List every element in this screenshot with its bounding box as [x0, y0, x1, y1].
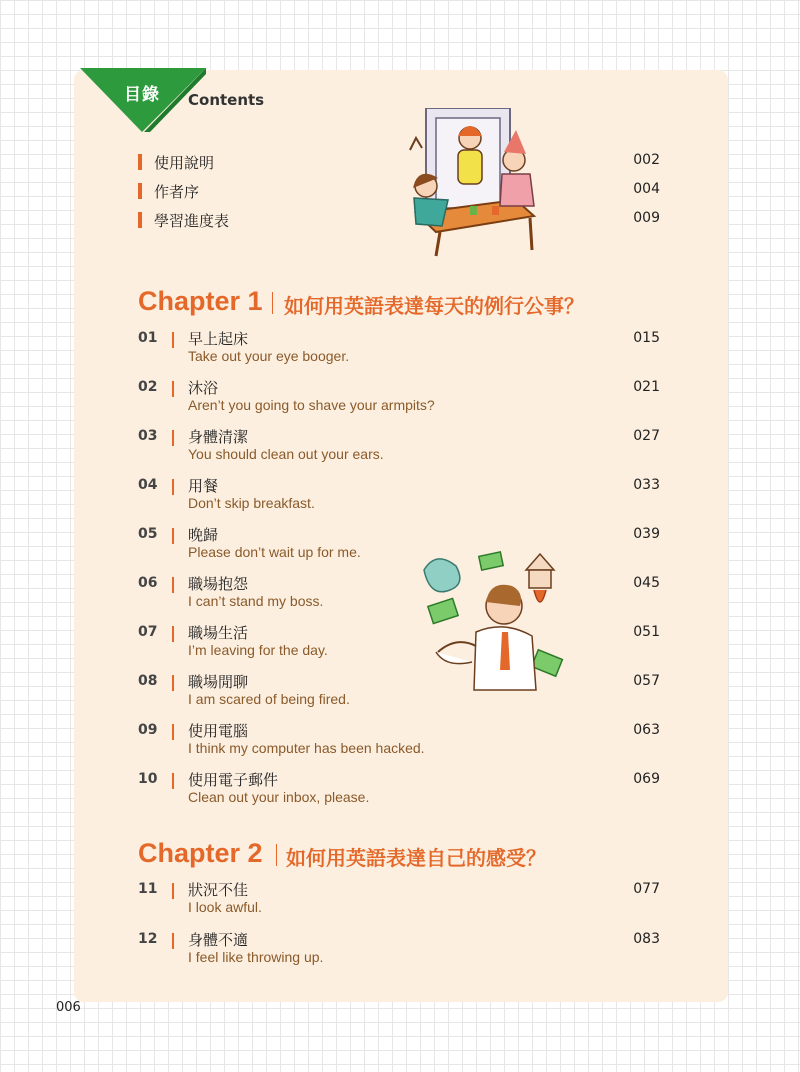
entry-title-en: Take out your eye booger.	[188, 348, 350, 364]
entry-number: 05	[138, 526, 158, 542]
entry-title-zh: 職場抱怨	[188, 575, 249, 593]
entry-title-zh: 沐浴	[188, 379, 219, 397]
contents-label-en: Contents	[188, 91, 265, 109]
chapter-heading[interactable]	[138, 286, 698, 322]
entry-title-zh: 職場閒聊	[188, 673, 249, 691]
entry-marker	[172, 479, 174, 495]
entry-page: 057	[633, 673, 660, 689]
entry-number: 08	[138, 673, 158, 689]
bullet-bar	[138, 212, 142, 228]
toc-entry[interactable]	[138, 426, 660, 470]
entry-number: 10	[138, 771, 158, 787]
chapter-number: Chapter 2	[138, 838, 263, 868]
entry-title-zh: 身體不適	[188, 931, 249, 949]
intro-title: 作者序	[154, 183, 200, 201]
entry-number: 09	[138, 722, 158, 738]
intro-title: 學習進度表	[154, 212, 230, 230]
entry-page: 045	[633, 575, 660, 591]
entry-page: 021	[633, 379, 660, 395]
entry-title-zh: 晚歸	[188, 526, 219, 544]
entry-title-en: Clean out your inbox, please.	[188, 789, 370, 805]
entry-title-en: Don’t skip breakfast.	[188, 495, 315, 511]
entry-title-zh: 早上起床	[188, 330, 249, 348]
toc-entry[interactable]	[138, 879, 660, 923]
entry-marker	[172, 381, 174, 397]
friends-at-table-illustration	[396, 108, 546, 262]
entry-marker	[172, 933, 174, 949]
entry-title-en: You should clean out your ears.	[188, 446, 384, 462]
entry-marker	[172, 724, 174, 740]
entry-marker	[172, 675, 174, 691]
entry-title-en: I think my computer has been hacked.	[188, 740, 425, 756]
entry-title-en: I look awful.	[188, 899, 262, 915]
entry-number: 04	[138, 477, 158, 493]
entry-marker	[172, 773, 174, 789]
entry-number: 03	[138, 428, 158, 444]
toc-entry[interactable]	[138, 328, 660, 372]
entry-marker	[172, 528, 174, 544]
toc-entry[interactable]	[138, 720, 660, 764]
intro-page: 009	[633, 210, 660, 226]
entry-page: 083	[633, 931, 660, 947]
chapter-separator	[276, 844, 277, 866]
entry-marker	[172, 332, 174, 348]
intro-page: 002	[633, 152, 660, 168]
entry-title-zh: 狀況不佳	[188, 881, 249, 899]
toc-entry[interactable]	[138, 769, 660, 813]
entry-number: 02	[138, 379, 158, 395]
contents-label-zh: 目錄	[124, 85, 160, 105]
page-number: 006	[56, 1000, 81, 1015]
chapter-heading[interactable]	[138, 838, 698, 874]
entry-page: 069	[633, 771, 660, 787]
entry-title-zh: 用餐	[188, 477, 219, 495]
chapter-title: 如何用英語表達自己的感受？	[286, 846, 546, 870]
entry-title-en: Aren’t you going to shave your armpits?	[188, 397, 435, 413]
toc-entry[interactable]	[138, 377, 660, 421]
entry-title-zh: 職場生活	[188, 624, 249, 642]
entry-number: 01	[138, 330, 158, 346]
entry-page: 033	[633, 477, 660, 493]
intro-title: 使用說明	[154, 154, 215, 172]
entry-number: 06	[138, 575, 158, 591]
entry-number: 12	[138, 931, 158, 947]
entry-marker	[172, 883, 174, 899]
entry-title-zh: 身體清潔	[188, 428, 249, 446]
entry-page: 063	[633, 722, 660, 738]
chapter-title: 如何用英語表達每天的例行公事？	[284, 294, 584, 318]
entry-title-en: I feel like throwing up.	[188, 949, 324, 965]
entry-page: 077	[633, 881, 660, 897]
bullet-bar	[138, 183, 142, 199]
entry-title-en: I’m leaving for the day.	[188, 642, 328, 658]
entry-title-zh: 使用電子郵件	[188, 771, 279, 789]
bullet-bar	[138, 154, 142, 170]
entry-number: 11	[138, 881, 158, 897]
entry-page: 015	[633, 330, 660, 346]
stressed-office-worker-illustration	[416, 540, 586, 704]
toc-entry[interactable]	[138, 929, 660, 973]
intro-page: 004	[633, 181, 660, 197]
entry-marker	[172, 430, 174, 446]
entry-title-en: Please don’t wait up for me.	[188, 544, 361, 560]
entry-page: 051	[633, 624, 660, 640]
chapter-separator	[272, 292, 273, 314]
entry-title-en: I can’t stand my boss.	[188, 593, 324, 609]
entry-page: 027	[633, 428, 660, 444]
toc-entry[interactable]	[138, 475, 660, 519]
entry-number: 07	[138, 624, 158, 640]
entry-marker	[172, 577, 174, 593]
entry-title-zh: 使用電腦	[188, 722, 249, 740]
entry-page: 039	[633, 526, 660, 542]
entry-title-en: I am scared of being fired.	[188, 691, 350, 707]
entry-marker	[172, 626, 174, 642]
chapter-number: Chapter 1	[138, 286, 263, 316]
